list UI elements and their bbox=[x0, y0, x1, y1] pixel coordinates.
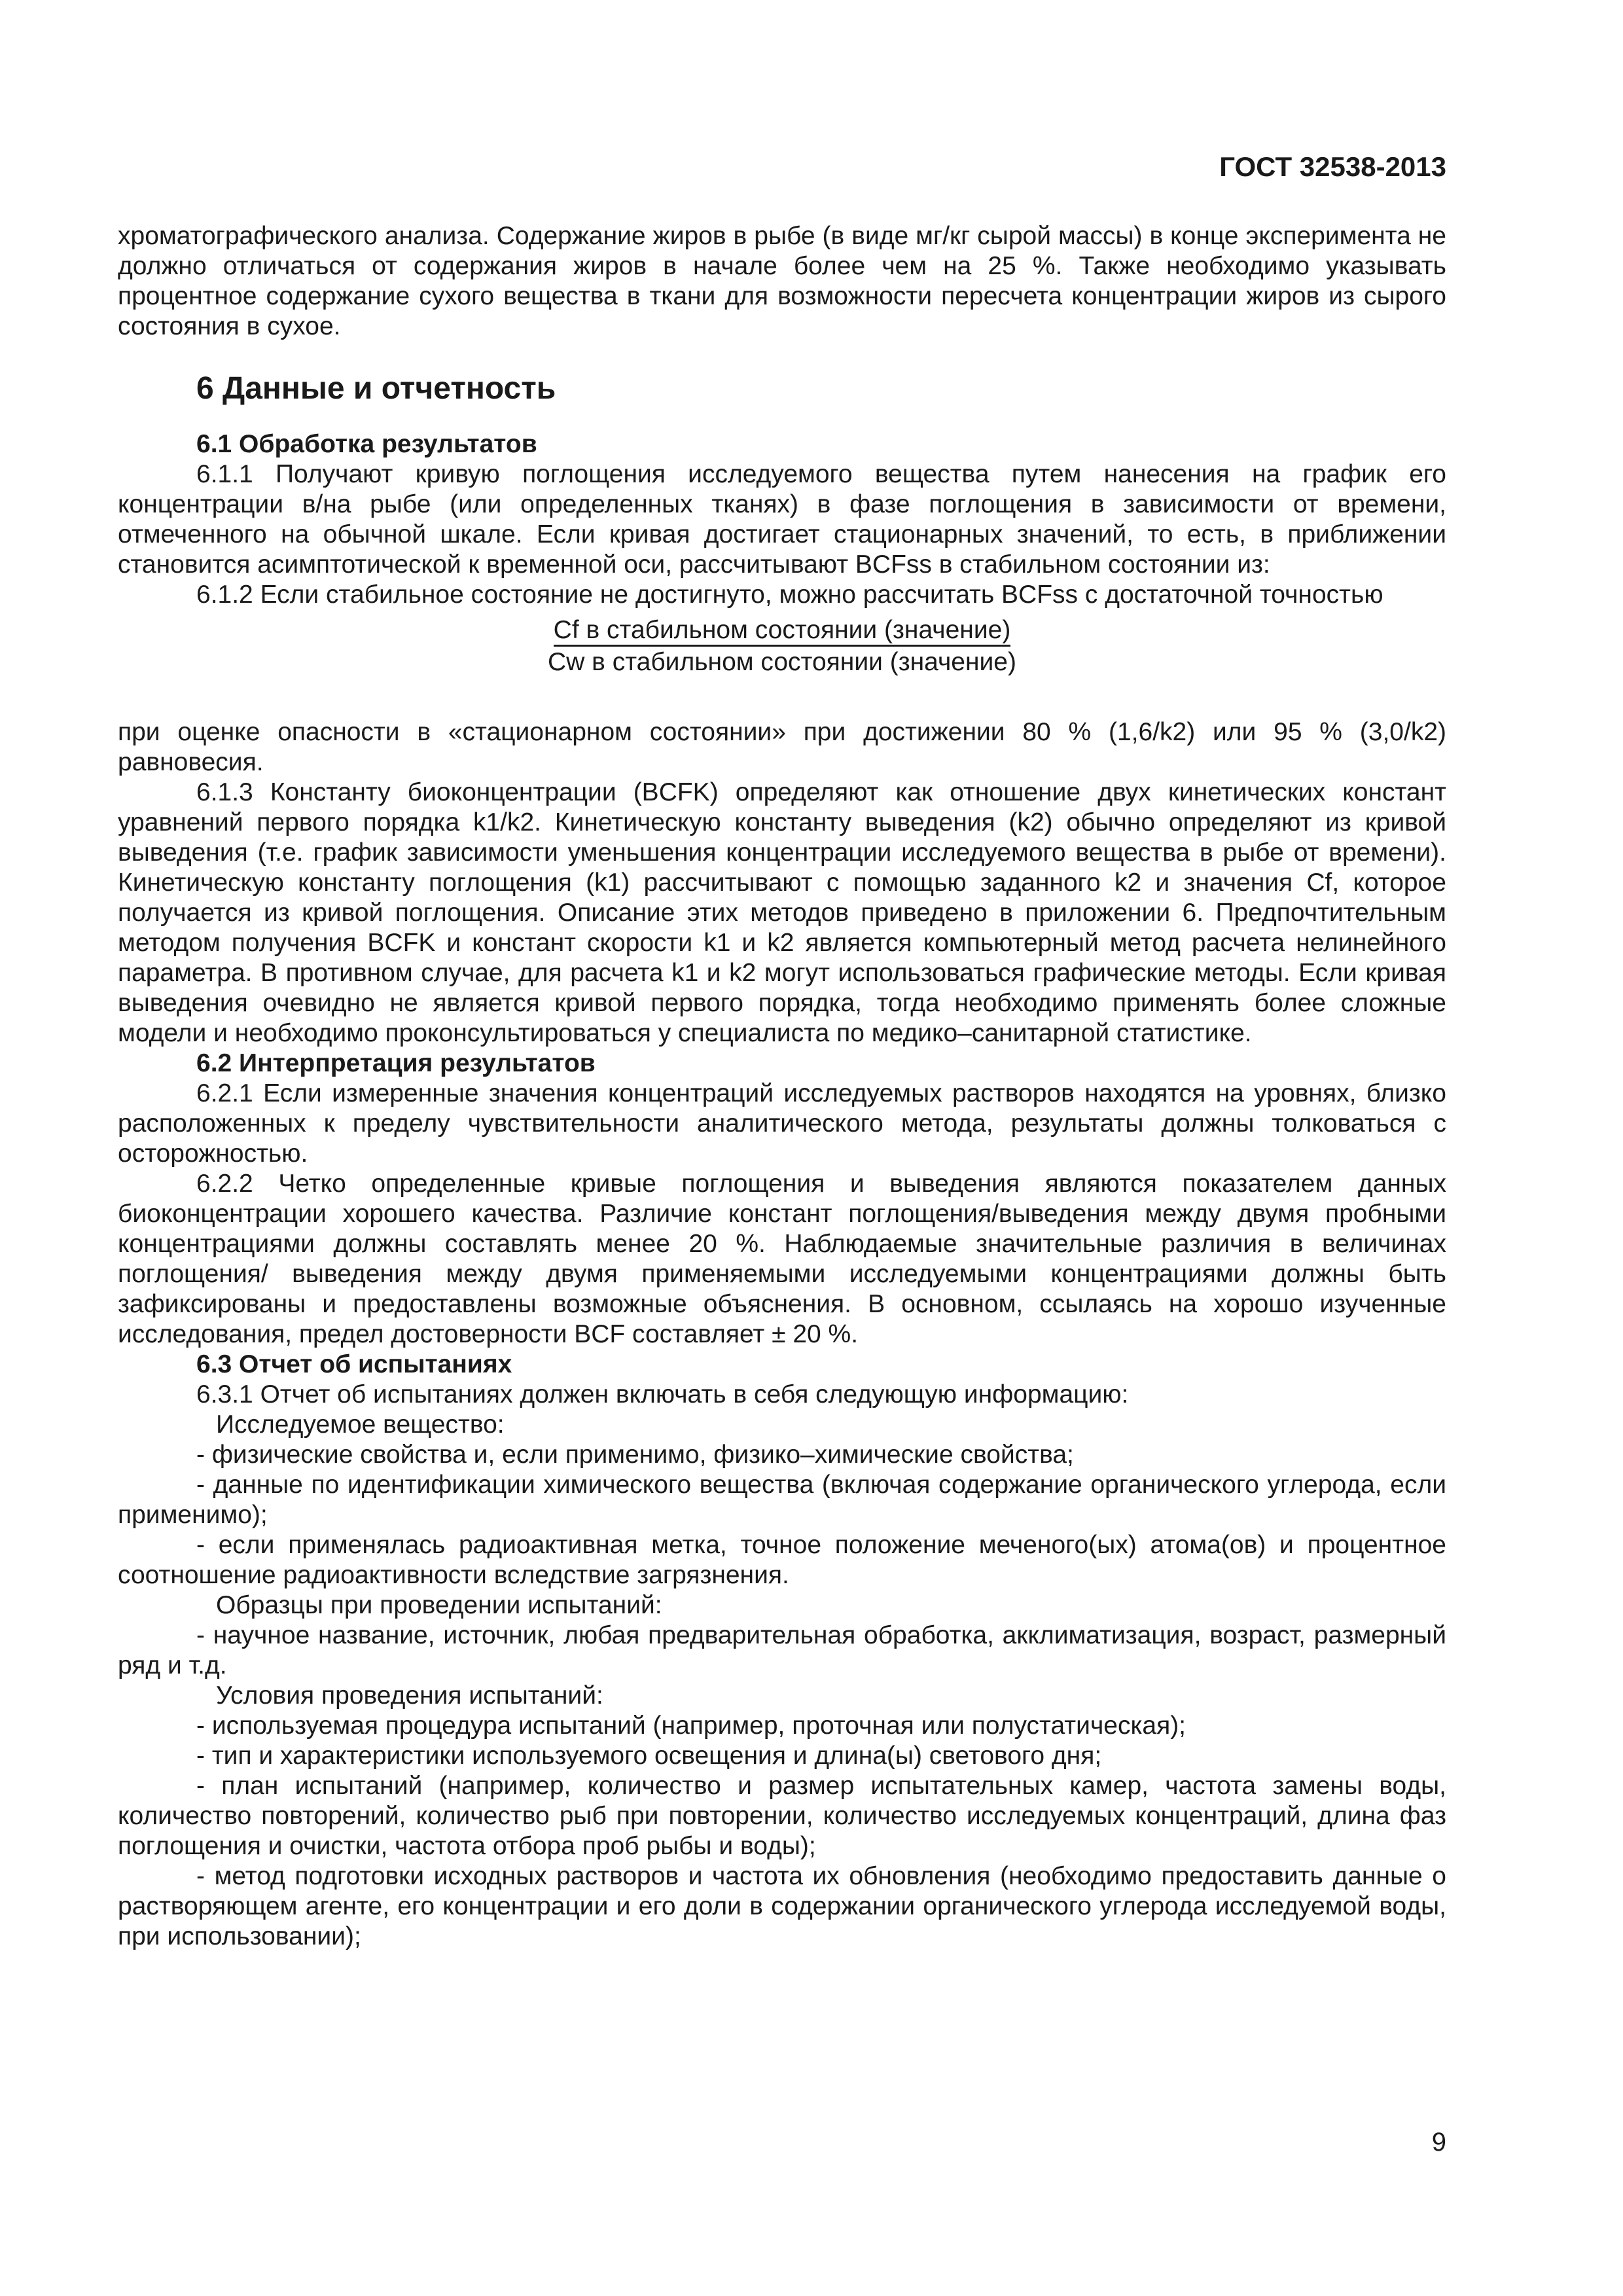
standard-header: ГОСТ 32538-2013 bbox=[1219, 151, 1446, 182]
list-item: - данные по идентификации химического вещества (включая содержание органического углерода, если применимо); bbox=[118, 1471, 1446, 1529]
subsection-6-1-title: 6.1 Обработка результатов bbox=[196, 430, 537, 458]
list-item: - метод подготовки исходных растворов и частота их обновления (необходимо предоставить данные о растворяющем агенте, его концентрации и его доли в содержании органического углерода исследуемой воды, при использовании); bbox=[118, 1862, 1446, 1950]
paragraph-continuation: хроматографического анализа. Содержание жиров в рыбе (в виде мг/кг сырой массы) в конце эксперимента не должно отличаться от содержания жиров в начале более чем на 25 %. Также необходимо указывать процентное содержание сухого вещества в ткани для возможности пересчета концентрации жиров из сырого состояния в сухое. bbox=[118, 222, 1446, 340]
paragraph-6-2-2: 6.2.2 Четко определенные кривые поглощения и выведения являются показателем данных биоконцентрации хорошего качества. Различие констант поглощения/выведения между двумя пробными концентрациями должны составлять менее 20 %. Наблюдаемые значительные различия в величинах поглощения/ выведения между двумя применяемыми исследуемыми концентрациями должны быть зафиксированы и предоставлены возможные объяснения. В основном, ссылаясь на хорошо изученные исследования, предел достоверности BCF составляет ± 20 %. bbox=[118, 1170, 1446, 1348]
formula-numerator: Cf в стабильном состоянии (значение) bbox=[554, 616, 1011, 647]
paragraph-6-1-2: 6.1.2 Если стабильное состояние не достигнуто, можно рассчитать BCFss с достаточной точностью bbox=[196, 581, 1383, 609]
section-6-title: 6 Данные и отчетность bbox=[196, 371, 556, 406]
subheading-test-substance: Исследуемое вещество: bbox=[216, 1410, 505, 1439]
page-content bbox=[118, 221, 1446, 1952]
formula-denominator: Cw в стабильном состоянии (значение) bbox=[548, 648, 1016, 676]
list-item: - план испытаний (например, количество и размер испытательных камер, частота замены воды, количество повторений, количество рыб при повторении, количество исследуемых концентраций, длина фаз поглощения и очистки, частота отбора проб рыбы и воды); bbox=[118, 1772, 1446, 1860]
page-number: 9 bbox=[1431, 2128, 1446, 2157]
list-item: - используемая процедура испытаний (например, проточная или полустатическая); bbox=[196, 1712, 1186, 1740]
paragraph-6-2-1: 6.2.1 Если измеренные значения концентраций исследуемых растворов находятся на уровнях, близко расположенных к пределу чувствительности аналитического метода, результаты должны толковаться с осторожностью. bbox=[118, 1079, 1446, 1168]
subheading-test-samples: Образцы при проведении испытаний: bbox=[216, 1591, 662, 1619]
paragraph-6-1-2-continued: при оценке опасности в «стационарном состоянии» при достижении 80 % (1,6/k2) или 95 % (3,0/k2) равновесия. bbox=[118, 718, 1446, 776]
list-item: - научное название, источник, любая предварительная обработка, акклиматизация, возраст, размерный ряд и т.д. bbox=[118, 1621, 1446, 1679]
paragraph-6-1-3: 6.1.3 Константу биоконцентрации (BCFK) определяют как отношение двух кинетических констант уравнений первого порядка k1/k2. Кинетическую константу выведения (k2) обычно определяют из кривой выведения (т.е. график зависимости уменьшения концентрации исследуемого вещества в рыбе от времени). Кинетическую константу поглощения (k1) рассчитывают с помощью заданного k2 и значения Cf, которое получается из кривой поглощения. Описание этих методов приведено в приложении 6. Предпочтительным методом получения BCFK и констант скорости k1 и k2 является компьютерный метод расчета нелинейного параметра. В противном случае, для расчета k1 и k2 могут использоваться графические методы. Если кривая выведения очевидно не является кривой первого порядка, тогда необходимо применять более сложные модели и необходимо проконсультироваться у специалиста по медико–санитарной статистике. bbox=[118, 778, 1446, 1047]
list-item: - физические свойства и, если применимо, физико–химические свойства; bbox=[196, 1441, 1074, 1469]
paragraph-6-1-1: 6.1.1 Получают кривую поглощения исследуемого вещества путем нанесения на график его концентрации в/на рыбе (или определенных тканях) в фазе поглощения в зависимости от времени, отмеченного на обычной шкале. Если кривая достигает стационарных значений, то есть, в приближении становится асимптотической к временной оси, рассчитывают BCFss в стабильном состоянии из: bbox=[118, 460, 1446, 579]
paragraph-6-3-1: 6.3.1 Отчет об испытаниях должен включать в себя следующую информацию: bbox=[196, 1380, 1129, 1408]
subheading-test-conditions: Условия проведения испытаний: bbox=[216, 1681, 603, 1710]
list-item: - тип и характеристики используемого освещения и длина(ы) светового дня; bbox=[196, 1742, 1102, 1770]
bcf-formula bbox=[118, 615, 1446, 678]
subsection-6-2-title: 6.2 Интерпретация результатов bbox=[196, 1049, 596, 1077]
subsection-6-3-title: 6.3 Отчет об испытаниях bbox=[196, 1350, 512, 1378]
list-item: - если применялась радиоактивная метка, точное положение меченого(ых) атома(ов) и процентное соотношение радиоактивности вследствие загрязнения. bbox=[118, 1531, 1446, 1589]
